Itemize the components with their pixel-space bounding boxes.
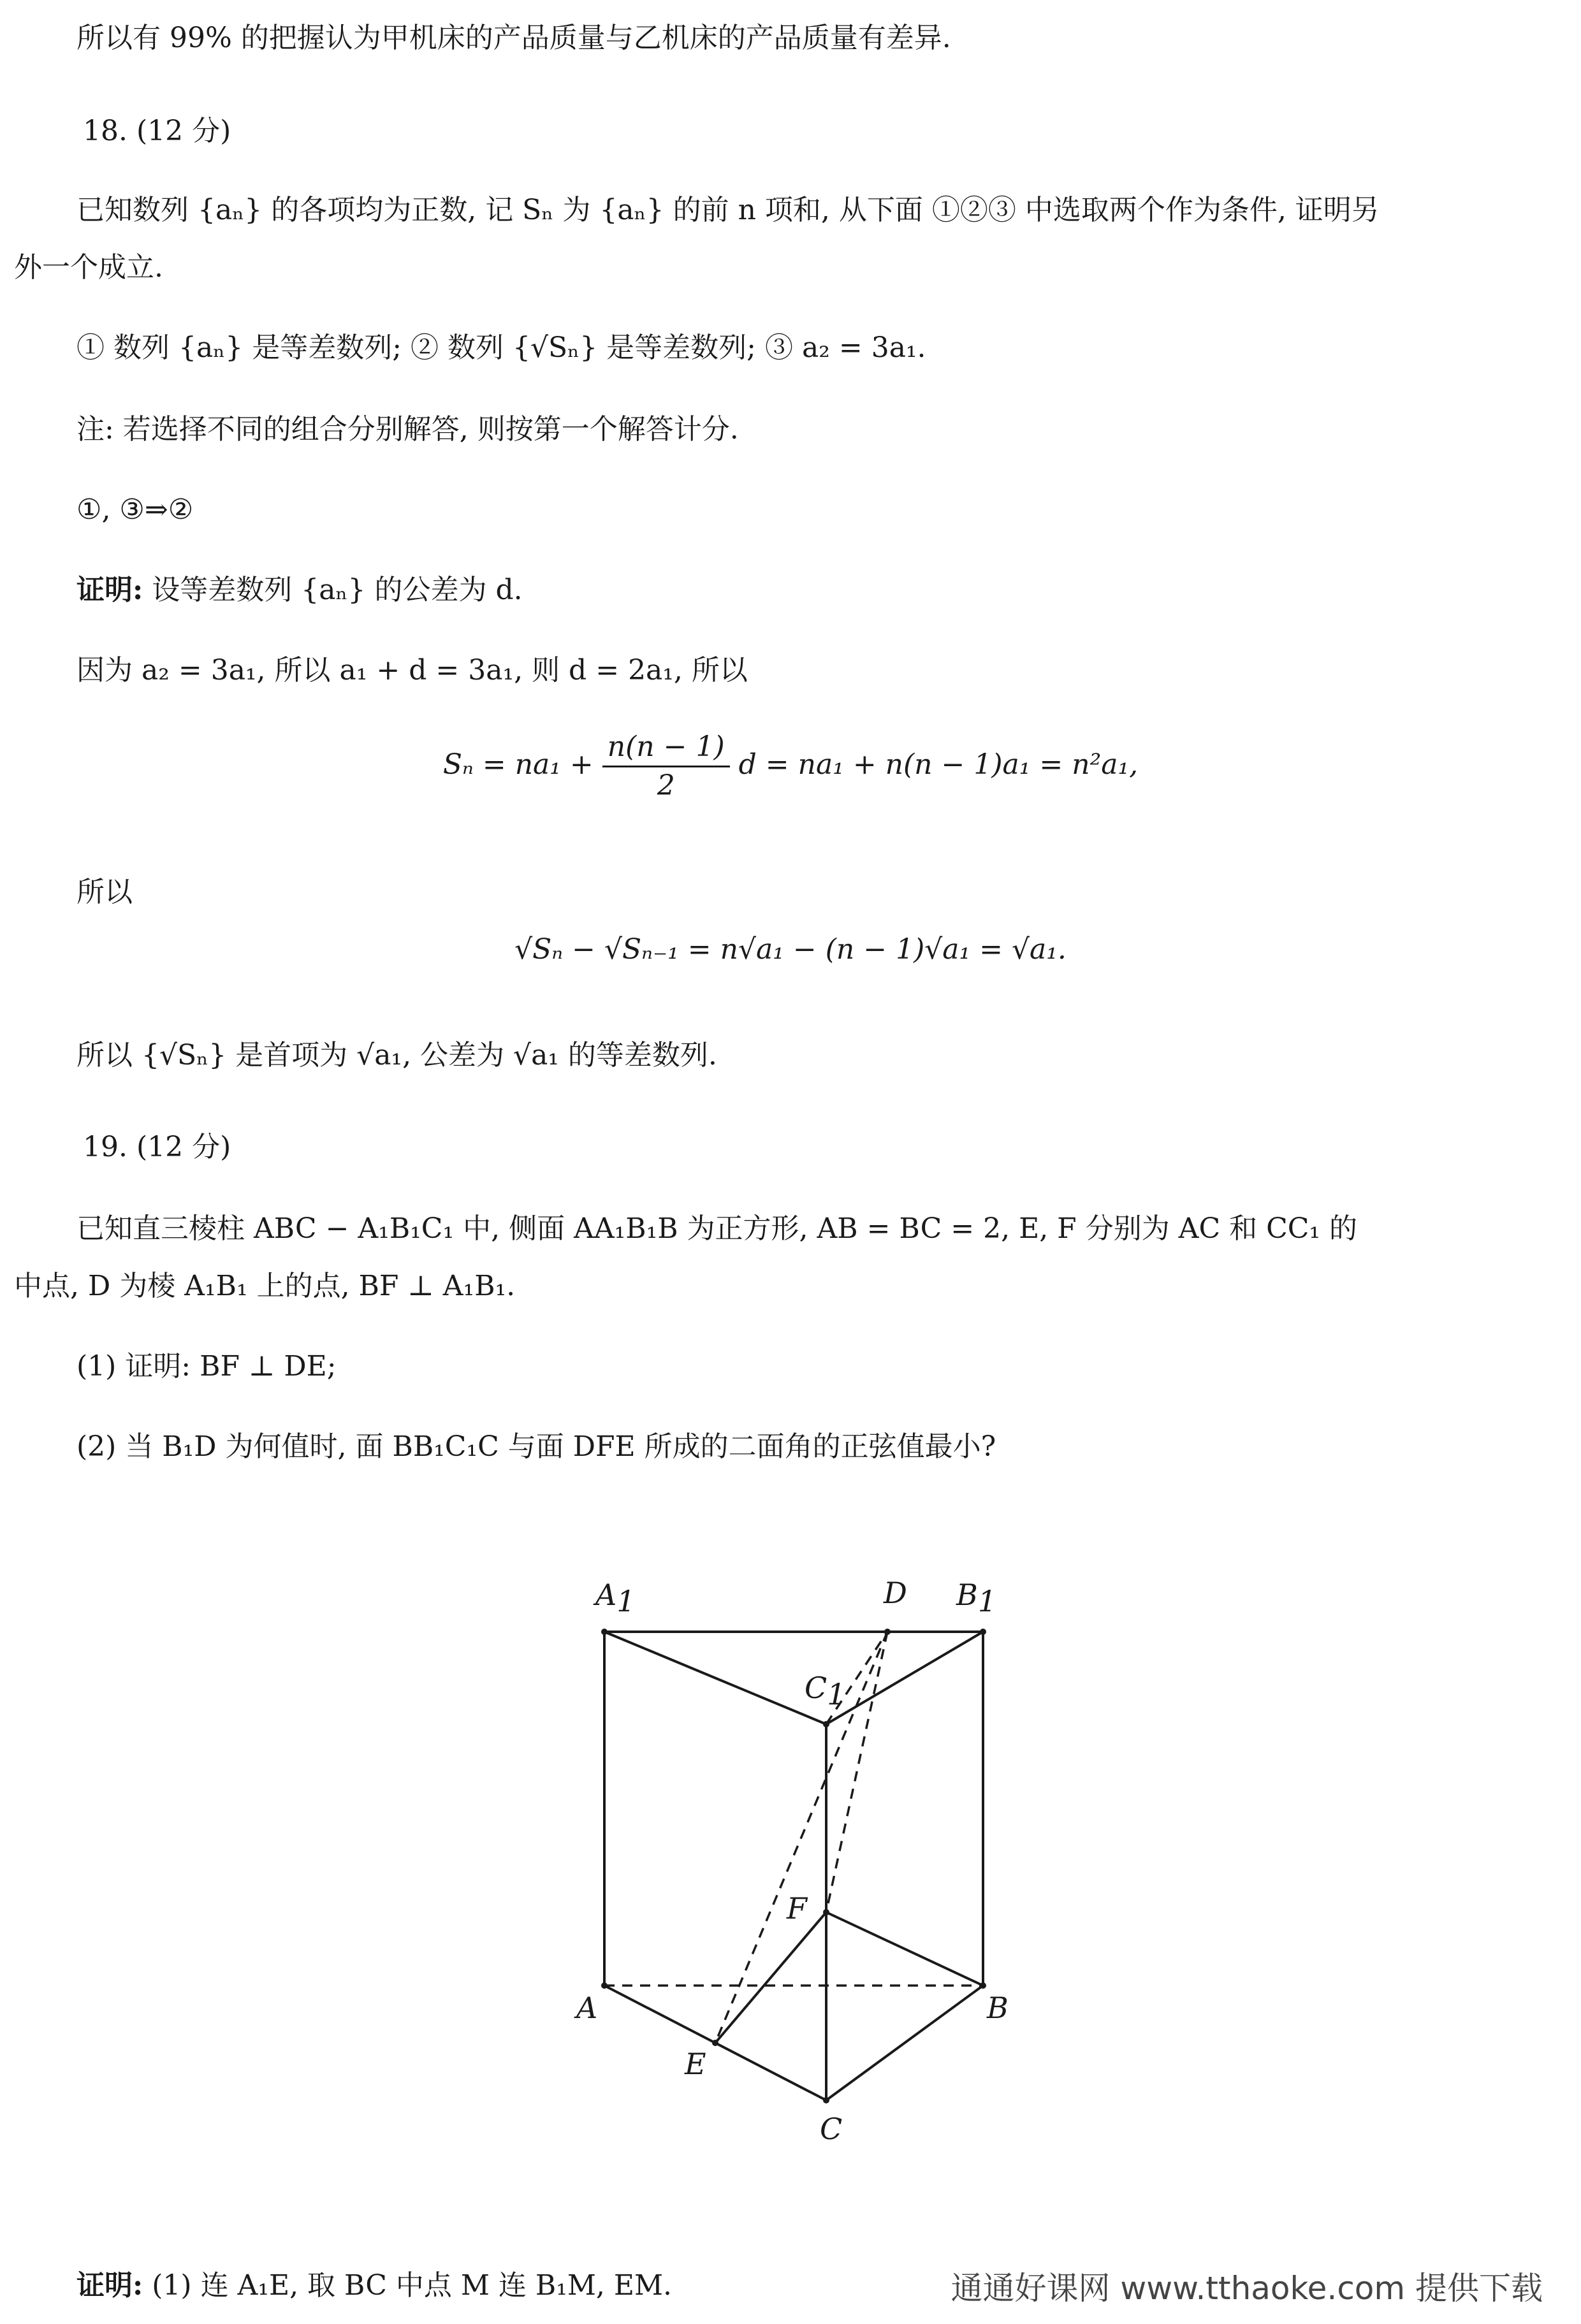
q19-heading: 19. (12 分)	[83, 1131, 231, 1163]
q18-equation-2: √Sₙ − √Sₙ₋₁ = n√a₁ − (n − 1)√a₁ = √a₁.	[514, 933, 1067, 966]
edge-c-b	[826, 1986, 983, 2100]
label-f: F	[787, 1891, 807, 1926]
q18-heading: 18. (12 分)	[83, 115, 231, 147]
proof-label: 证明:	[76, 574, 143, 606]
q18-so: 所以	[76, 876, 133, 908]
eq1-right: d = na₁ + n(n − 1)a₁ = n²a₁,	[738, 748, 1139, 781]
eq1-left: Sₙ = na₁ +	[442, 748, 602, 781]
hidden-segment-d-e	[715, 1632, 887, 2043]
edge-a1-c1	[604, 1632, 826, 1724]
hidden-segment-d-f	[826, 1632, 887, 1912]
label-a1: A1	[595, 1578, 636, 1618]
q18-combo: ①, ③⇒②	[76, 493, 194, 526]
point-b1	[980, 1629, 986, 1635]
eq1-denominator: 2	[657, 769, 675, 802]
q19-stem-line-1: 已知直三棱柱 ABC − A₁B₁C₁ 中, 侧面 AA₁B₁B 为正方形, AB = BC = 2, E, F 分别为 AC 和 CC₁ 的	[76, 1212, 1358, 1245]
q18-stem-line-2: 外一个成立.	[14, 251, 163, 284]
q18-conclusion: 所以 {√Sₙ} 是首项为 √a₁, 公差为 √a₁ 的等差数列.	[76, 1039, 717, 1071]
proof-text: 设等差数列 {aₙ} 的公差为 d.	[152, 574, 523, 606]
label-c: C	[820, 2112, 843, 2146]
q18-note: 注: 若选择不同的组合分别解答, 则按第一个解答计分.	[76, 413, 739, 446]
site-watermark: 通通好课网 www.tthaoke.com 提供下载	[951, 2270, 1543, 2307]
q19-part-2: (2) 当 B₁D 为何值时, 面 BB₁C₁C 与面 DFE 所成的二面角的正弦值最小?	[76, 1430, 996, 1463]
label-a: A	[576, 1991, 598, 2025]
previous-conclusion: 所以有 99% 的把握认为甲机床的产品质量与乙机床的产品质量有差异.	[76, 22, 951, 54]
proof-label: 证明:	[76, 2269, 143, 2302]
eq1-numerator: n(n − 1)	[602, 729, 730, 767]
point-a1	[601, 1629, 608, 1635]
segment-f-b	[826, 1912, 983, 1986]
point-b	[980, 1982, 986, 1989]
point-c	[823, 2097, 829, 2103]
q19-stem-line-2: 中点, D 为棱 A₁B₁ 上的点, BF ⊥ A₁B₁.	[14, 1270, 516, 1302]
q19-proof-line-1	[76, 2267, 672, 2305]
point-d	[884, 1629, 891, 1635]
edge-c1-b1	[826, 1632, 983, 1724]
label-d: D	[884, 1576, 907, 1610]
q18-stem-line-1: 已知数列 {aₙ} 的各项均为正数, 记 Sₙ 为 {aₙ} 的前 n 项和, 从下面 ①②③ 中选取两个作为条件, 证明另	[76, 194, 1380, 226]
segment-e-f	[715, 1912, 826, 2043]
point-e	[712, 2040, 718, 2046]
label-c1: C1	[805, 1671, 846, 1711]
q19-part-1: (1) 证明: BF ⊥ DE;	[76, 1350, 337, 1383]
proof-text: (1) 连 A₁E, 取 BC 中点 M 连 B₁M, EM.	[152, 2269, 673, 2302]
label-b: B	[987, 1991, 1009, 2025]
point-a	[601, 1982, 608, 1989]
q18-proof-line-2: 因为 a₂ = 3a₁, 所以 a₁ + d = 3a₁, 则 d = 2a₁, 所以	[76, 654, 748, 686]
point-c1	[823, 1721, 829, 1727]
q18-options: ① 数列 {aₙ} 是等差数列; ② 数列 {√Sₙ} 是等差数列; ③ a₂ = 3a₁.	[76, 331, 926, 364]
label-e: E	[685, 2047, 706, 2081]
point-f	[823, 1909, 829, 1915]
label-b1: B1	[956, 1578, 997, 1618]
